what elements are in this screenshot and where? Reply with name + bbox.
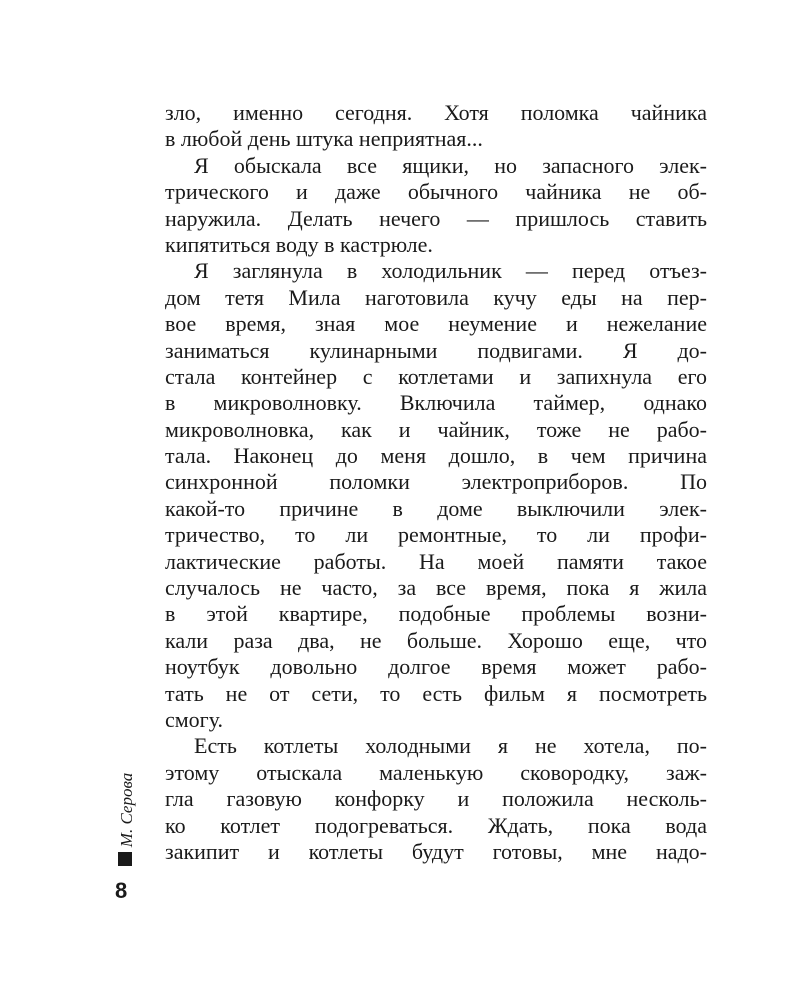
text-line: стала контейнер с котлетами и запихнула его <box>165 363 707 389</box>
text-line: случалось не часто, за все время, пока я жила <box>165 575 707 601</box>
text-line: тать не от сети, то есть фильм я посмотреть <box>165 680 707 706</box>
text-line: в микроволновку. Включила таймер, однако <box>165 390 707 416</box>
text-line: закипит и котлеты будут готовы, мне надо- <box>165 838 707 864</box>
text-line: в любой день штука неприятная... <box>165 126 483 152</box>
text-line: микроволновка, как и чайник, тоже не рабо- <box>165 416 707 442</box>
text-line: ноутбук довольно долгое время может рабо- <box>165 654 707 680</box>
author-name: М. Серова <box>117 772 136 848</box>
running-head-author <box>117 772 137 852</box>
text-line: Я заглянула в холодильник — перед отъез- <box>194 258 707 284</box>
text-line: тричество, то ли ремонтные, то ли профи- <box>165 522 707 548</box>
text-line: заниматься кулинарными подвигами. Я до- <box>165 337 707 363</box>
text-line: тала. Наконец до меня дошло, в чем причина <box>165 443 707 469</box>
text-line: трического и даже обычного чайника не об- <box>165 179 707 205</box>
text-line: Я обыскала все ящики, но запасного элек- <box>194 152 707 178</box>
text-line: лактические работы. На моей памяти такое <box>165 548 707 574</box>
text-line: наружила. Делать нечего — пришлось ставить <box>165 205 707 231</box>
text-line: какой-то причине в доме выключили элек- <box>165 495 707 521</box>
text-line: Есть котлеты холодными я не хотела, по- <box>194 733 707 759</box>
text-line: кипятиться воду в кастрюле. <box>165 231 433 257</box>
text-line: вое время, зная мое неумение и нежелание <box>165 311 707 337</box>
page-number: 8 <box>115 878 128 903</box>
text-line: дом тетя Мила наготовила кучу еды на пер- <box>165 284 707 310</box>
text-line: гла газовую конфорку и положила несколь- <box>165 786 707 812</box>
text-line: в этой квартире, подобные проблемы возни- <box>165 601 707 627</box>
text-line: синхронной поломки электроприборов. По <box>165 469 707 495</box>
running-head-square-icon <box>118 852 132 866</box>
text-line: ко котлет подогреваться. Ждать, пока вода <box>165 812 707 838</box>
text-line: кали раза два, не больше. Хорошо еще, что <box>165 627 707 653</box>
text-line: зло, именно сегодня. Хотя поломка чайника <box>165 100 707 125</box>
body-text <box>165 100 707 865</box>
text-line: смогу. <box>165 706 224 732</box>
text-line: этому отыскала маленькую сковородку, заж- <box>165 759 707 785</box>
